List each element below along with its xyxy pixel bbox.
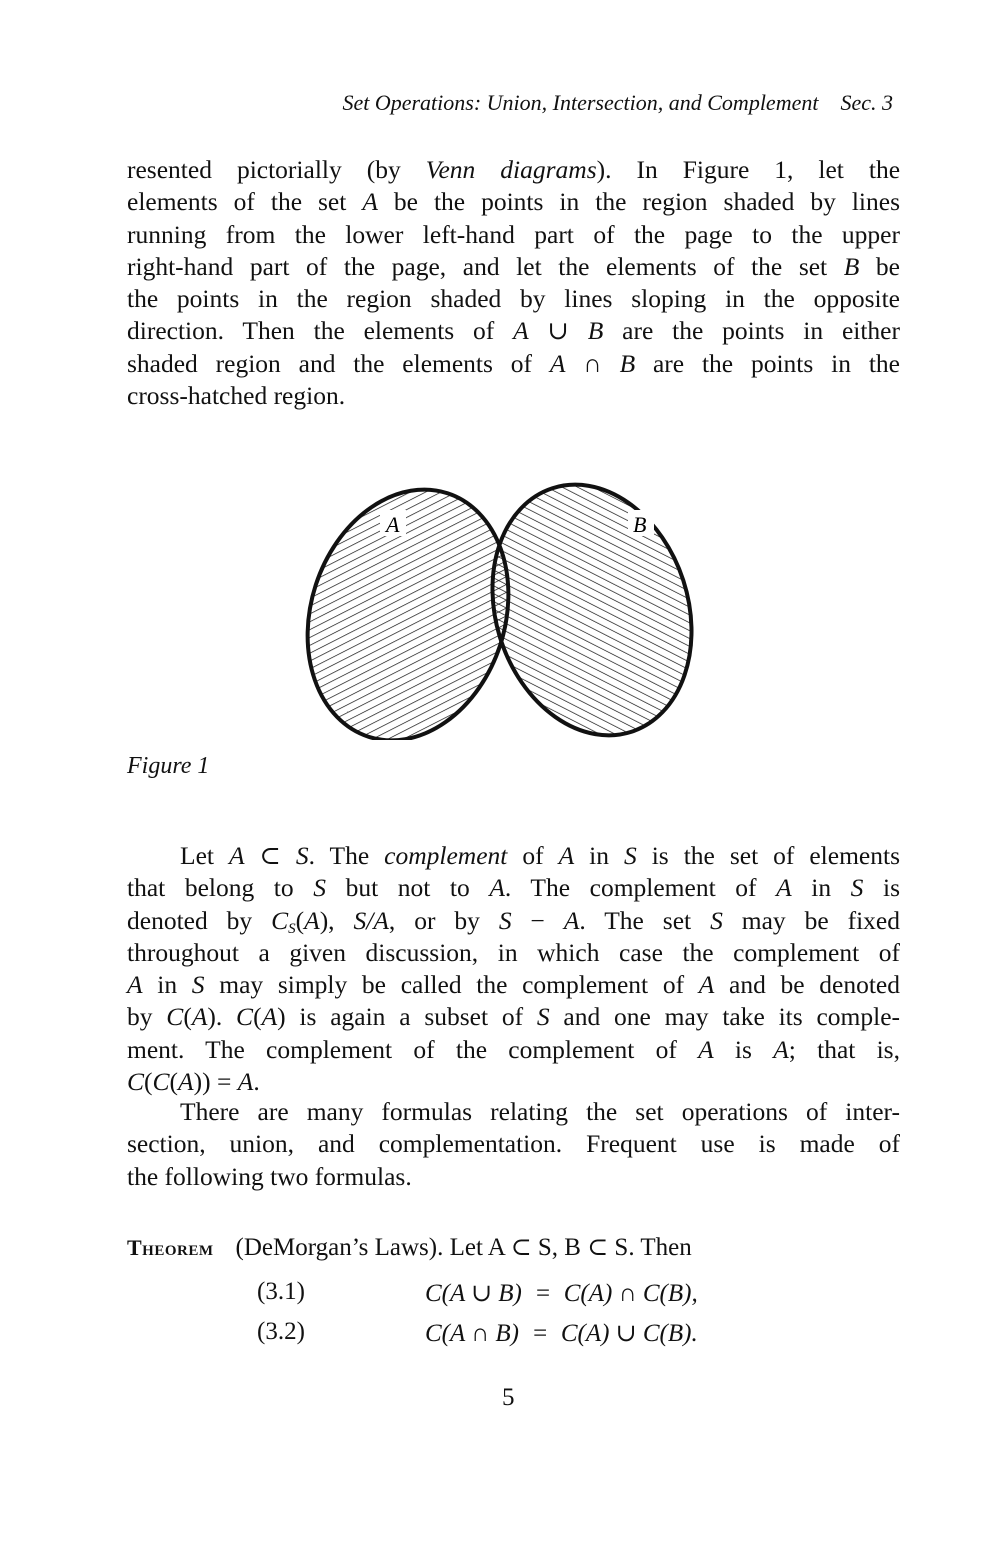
- math-symbol: C: [152, 1067, 170, 1097]
- text-line: [127, 905, 900, 937]
- set-b-region: [461, 470, 700, 740]
- math-symbol: S: [536, 1002, 550, 1032]
- text-run: (: [144, 1067, 153, 1097]
- text-run: ∩: [565, 348, 620, 378]
- text-run: be the points in the region shaded by lines: [377, 187, 900, 217]
- text-run: ⊂: [244, 841, 296, 870]
- math-symbol: A: [304, 905, 320, 935]
- math-symbol: S: [295, 841, 309, 870]
- math-symbol: C: [166, 1002, 184, 1032]
- text-line: [127, 315, 900, 347]
- text-run: (: [183, 1002, 192, 1032]
- text-line: [127, 348, 900, 380]
- paragraph-formulas: [127, 1096, 900, 1193]
- text-run: in: [791, 873, 851, 903]
- math-symbol: A: [563, 905, 580, 935]
- math-symbol: A: [773, 1034, 789, 1064]
- text-line: [127, 154, 900, 186]
- text-run: .: [253, 1067, 260, 1097]
- math-symbol: S: [623, 841, 637, 870]
- math-symbol: C: [236, 1002, 254, 1032]
- text-run: are the points in the: [635, 348, 900, 378]
- math-symbol: C: [271, 905, 289, 935]
- math-symbol: S: [288, 920, 296, 937]
- math-symbol: A: [489, 873, 505, 903]
- equation-formula: C(A ∪ B) = C(A) ∩ C(B),: [425, 1280, 698, 1307]
- text-run: right-hand part of the page, and let the elements of the set: [127, 251, 844, 281]
- text-line: [127, 1161, 900, 1193]
- text-run: denoted by: [127, 905, 272, 935]
- paragraph-complement: [127, 840, 900, 1098]
- running-header: [342, 90, 893, 116]
- text-run: are the points in either: [603, 316, 900, 346]
- text-run: (: [169, 1067, 179, 1097]
- math-symbol: Venn diagrams: [425, 155, 597, 184]
- math-symbol: S: [710, 905, 723, 935]
- math-symbol: A: [127, 970, 143, 1000]
- set-b-label: B: [633, 512, 647, 537]
- text-run: . The complement of: [504, 873, 777, 903]
- theorem-keyword: Theorem: [127, 1235, 214, 1260]
- math-symbol: A: [362, 187, 378, 217]
- text-run: may simply be called the complement of: [204, 970, 699, 1000]
- text-run: is the set of elements: [636, 841, 901, 870]
- header-section: Sec. 3: [840, 90, 893, 115]
- text-run: shaded region and the elements of: [127, 348, 550, 378]
- text-run: throughout a given discussion, in which case the complement of: [127, 937, 900, 967]
- venn-diagram: [300, 470, 700, 740]
- theorem-text: (DeMorgan’s Laws). Let A ⊂ S, B ⊂ S. Then: [235, 1234, 692, 1261]
- text-run: resented pictorially (by: [127, 155, 426, 184]
- page-number: 5: [502, 1384, 515, 1411]
- theorem-statement: [127, 1232, 692, 1262]
- text-run: in: [574, 841, 624, 870]
- text-line: [127, 969, 900, 1001]
- text-run: in: [142, 970, 192, 1000]
- text-run: but not to: [325, 873, 490, 903]
- text-line: [127, 219, 900, 251]
- text-run: . The set: [579, 905, 711, 935]
- text-line: [127, 872, 900, 904]
- math-symbol: A: [698, 970, 715, 1000]
- text-run: of: [507, 841, 559, 870]
- text-run: may be fixed: [722, 905, 900, 935]
- math-symbol: C: [127, 1067, 145, 1097]
- text-line: [127, 283, 900, 315]
- math-symbol: B: [619, 348, 636, 378]
- text-run: ; that is,: [788, 1034, 900, 1064]
- set-a-label: A: [386, 512, 400, 537]
- math-symbol: A: [776, 873, 792, 903]
- text-run: elements of the set: [127, 187, 363, 217]
- text-run: , or by: [388, 905, 499, 935]
- math-symbol: A: [698, 1034, 714, 1064]
- math-symbol: S/A: [353, 905, 389, 935]
- text-run: (: [253, 1002, 262, 1032]
- text-run: by: [127, 1002, 167, 1032]
- text-line: [127, 840, 900, 872]
- math-symbol: B: [587, 316, 604, 346]
- figure-caption: Figure 1: [127, 753, 210, 779]
- text-run: cross-hatched region.: [127, 381, 346, 411]
- text-run: be: [859, 251, 900, 281]
- text-run: Let: [180, 841, 229, 870]
- text-run: section, union, and complementation. Frequent use is made of: [127, 1129, 900, 1159]
- text-run: running from the lower left-hand part of the page to the upper: [127, 219, 900, 249]
- math-symbol: S: [313, 873, 326, 903]
- text-line: [127, 1001, 900, 1033]
- paragraph-venn-intro: [127, 154, 900, 412]
- text-line: [127, 1066, 900, 1098]
- text-run: ). In Figure 1, let the: [596, 155, 901, 184]
- text-line: [127, 937, 900, 969]
- math-symbol: A: [513, 316, 529, 346]
- math-symbol: S: [191, 970, 205, 1000]
- math-symbol: S: [850, 873, 864, 903]
- text-run: ) is again a subset of: [277, 1002, 537, 1032]
- math-symbol: A: [228, 841, 245, 870]
- text-run: that belong to: [127, 873, 314, 903]
- text-run: ∪: [528, 316, 588, 346]
- text-run: is: [713, 1034, 774, 1064]
- text-line: [127, 1128, 900, 1160]
- text-run: ment. The complement of the complement of: [127, 1034, 699, 1064]
- text-run: −: [511, 905, 564, 935]
- text-run: . The: [308, 841, 385, 870]
- text-run: ).: [207, 1002, 237, 1032]
- text-line: [127, 251, 900, 283]
- text-run: (: [295, 905, 305, 935]
- math-symbol: B: [843, 251, 860, 281]
- text-run: the following two formulas.: [127, 1161, 412, 1191]
- text-line: [127, 1034, 900, 1066]
- text-run: and one may take its comple-: [549, 1002, 901, 1032]
- math-symbol: A: [261, 1002, 278, 1032]
- text-run: is: [863, 873, 900, 903]
- math-symbol: A: [178, 1067, 194, 1097]
- text-run: )) =: [193, 1067, 238, 1097]
- text-line: [127, 380, 900, 412]
- text-run: There are many formulas relating the set operations of inter-: [180, 1097, 900, 1126]
- text-line: [127, 1096, 900, 1128]
- text-run: the points in the region shaded by lines sloping in the opposite: [127, 284, 900, 314]
- text-run: ),: [319, 905, 354, 935]
- text-run: direction. Then the elements of: [127, 316, 514, 346]
- math-symbol: S: [498, 905, 512, 935]
- math-symbol: A: [237, 1067, 254, 1097]
- math-symbol: complement: [384, 841, 508, 870]
- text-line: [127, 186, 900, 218]
- math-symbol: A: [191, 1002, 208, 1032]
- equation-number: (3.2): [257, 1318, 305, 1345]
- equation-formula: C(A ∩ B) = C(A) ∪ C(B).: [425, 1320, 698, 1347]
- equation-number: (3.1): [257, 1278, 305, 1305]
- math-symbol: A: [549, 348, 566, 378]
- math-symbol: A: [558, 841, 575, 870]
- header-title: Set Operations: Union, Intersection, and Complement: [342, 90, 819, 115]
- text-run: and be denoted: [714, 970, 900, 1000]
